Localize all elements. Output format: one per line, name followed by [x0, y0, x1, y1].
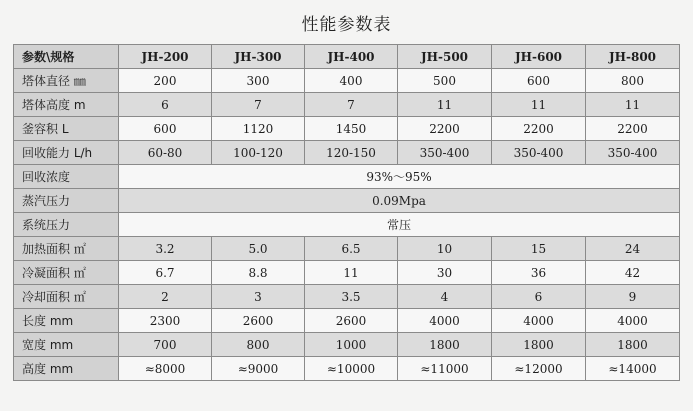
table-row	[14, 141, 680, 165]
table-cell: 11	[398, 93, 492, 117]
table-cell: 800	[586, 69, 680, 93]
table-cell: ≈8000	[119, 357, 212, 381]
row-label: 回收浓度	[14, 165, 119, 189]
table-cell: 2600	[212, 309, 305, 333]
table-cell: 600	[492, 69, 586, 93]
row-label: 长度 mm	[14, 309, 119, 333]
table-row	[14, 117, 680, 141]
table-cell: 2300	[119, 309, 212, 333]
table-cell: 30	[398, 261, 492, 285]
model-header: JH-600	[492, 45, 586, 69]
table-cell: 1800	[398, 333, 492, 357]
row-label: 塔体高度 m	[14, 93, 119, 117]
table-cell: 200	[119, 69, 212, 93]
table-cell: ≈12000	[492, 357, 586, 381]
table-cell: 36	[492, 261, 586, 285]
table-cell: 4000	[492, 309, 586, 333]
table-row	[14, 261, 680, 285]
table-cell: 60-80	[119, 141, 212, 165]
table-cell: 6.5	[305, 237, 398, 261]
table-cell: 300	[212, 69, 305, 93]
table-row	[14, 357, 680, 381]
table-cell: 120-150	[305, 141, 398, 165]
row-label: 冷却面积 ㎡	[14, 285, 119, 309]
table-cell: 2200	[398, 117, 492, 141]
table-cell: 3.2	[119, 237, 212, 261]
header-label: 参数\规格	[14, 45, 119, 69]
table-cell: 11	[305, 261, 398, 285]
table-cell: 1800	[492, 333, 586, 357]
table-cell: 7	[305, 93, 398, 117]
table-title: 性能参数表	[301, 15, 392, 35]
row-label: 釜容积 L	[14, 117, 119, 141]
table-cell: ≈9000	[212, 357, 305, 381]
table-cell: 11	[586, 93, 680, 117]
table-cell: 8.8	[212, 261, 305, 285]
table-cell: 3.5	[305, 285, 398, 309]
table-cell: 350-400	[398, 141, 492, 165]
table-row	[14, 189, 680, 213]
model-header: JH-500	[398, 45, 492, 69]
table-cell: 9	[586, 285, 680, 309]
row-label: 加热面积 ㎡	[14, 237, 119, 261]
table-cell: ≈11000	[398, 357, 492, 381]
table-cell: 350-400	[586, 141, 680, 165]
spanned-cell: 0.09Mpa	[119, 189, 680, 213]
row-label: 高度 mm	[14, 357, 119, 381]
table-cell: 700	[119, 333, 212, 357]
model-header: JH-300	[212, 45, 305, 69]
table-cell: 10	[398, 237, 492, 261]
row-label: 蒸汽压力	[14, 189, 119, 213]
table-cell: 42	[586, 261, 680, 285]
table-row	[14, 69, 680, 93]
table-cell: 800	[212, 333, 305, 357]
table-cell: 4000	[398, 309, 492, 333]
table-body	[14, 45, 680, 381]
table-cell: 500	[398, 69, 492, 93]
table-cell: 11	[492, 93, 586, 117]
row-label: 回收能力 L/h	[14, 141, 119, 165]
table-row	[14, 285, 680, 309]
header-row	[14, 45, 680, 69]
table-row	[14, 309, 680, 333]
row-label: 系统压力	[14, 213, 119, 237]
table-cell: 2600	[305, 309, 398, 333]
table-cell: 4	[398, 285, 492, 309]
table-cell: 3	[212, 285, 305, 309]
table-row	[14, 213, 680, 237]
table-cell: 100-120	[212, 141, 305, 165]
table-cell: 6.7	[119, 261, 212, 285]
performance-table	[13, 44, 680, 381]
table-cell: 1800	[586, 333, 680, 357]
table-cell: 2	[119, 285, 212, 309]
table-cell: 2200	[492, 117, 586, 141]
row-label: 宽度 mm	[14, 333, 119, 357]
table-cell: ≈10000	[305, 357, 398, 381]
spanned-cell: 常压	[119, 213, 680, 237]
row-label: 冷凝面积 ㎡	[14, 261, 119, 285]
model-header: JH-800	[586, 45, 680, 69]
table-cell: 6	[119, 93, 212, 117]
table-row	[14, 93, 680, 117]
table-row	[14, 237, 680, 261]
table-cell: 5.0	[212, 237, 305, 261]
table-cell: 2200	[586, 117, 680, 141]
model-header: JH-400	[305, 45, 398, 69]
spanned-cell: 93%～95%	[119, 165, 680, 189]
table-cell: 1450	[305, 117, 398, 141]
model-header: JH-200	[119, 45, 212, 69]
table-cell: 6	[492, 285, 586, 309]
table-cell: 1000	[305, 333, 398, 357]
table-cell: 7	[212, 93, 305, 117]
table-cell: 600	[119, 117, 212, 141]
table-row	[14, 333, 680, 357]
table-cell: 24	[586, 237, 680, 261]
table-cell: 350-400	[492, 141, 586, 165]
table-row	[14, 165, 680, 189]
table-cell: 4000	[586, 309, 680, 333]
row-label: 塔体直径 ㎜	[14, 69, 119, 93]
table-cell: 400	[305, 69, 398, 93]
table-cell: 1120	[212, 117, 305, 141]
table-cell: 15	[492, 237, 586, 261]
table-cell: ≈14000	[586, 357, 680, 381]
